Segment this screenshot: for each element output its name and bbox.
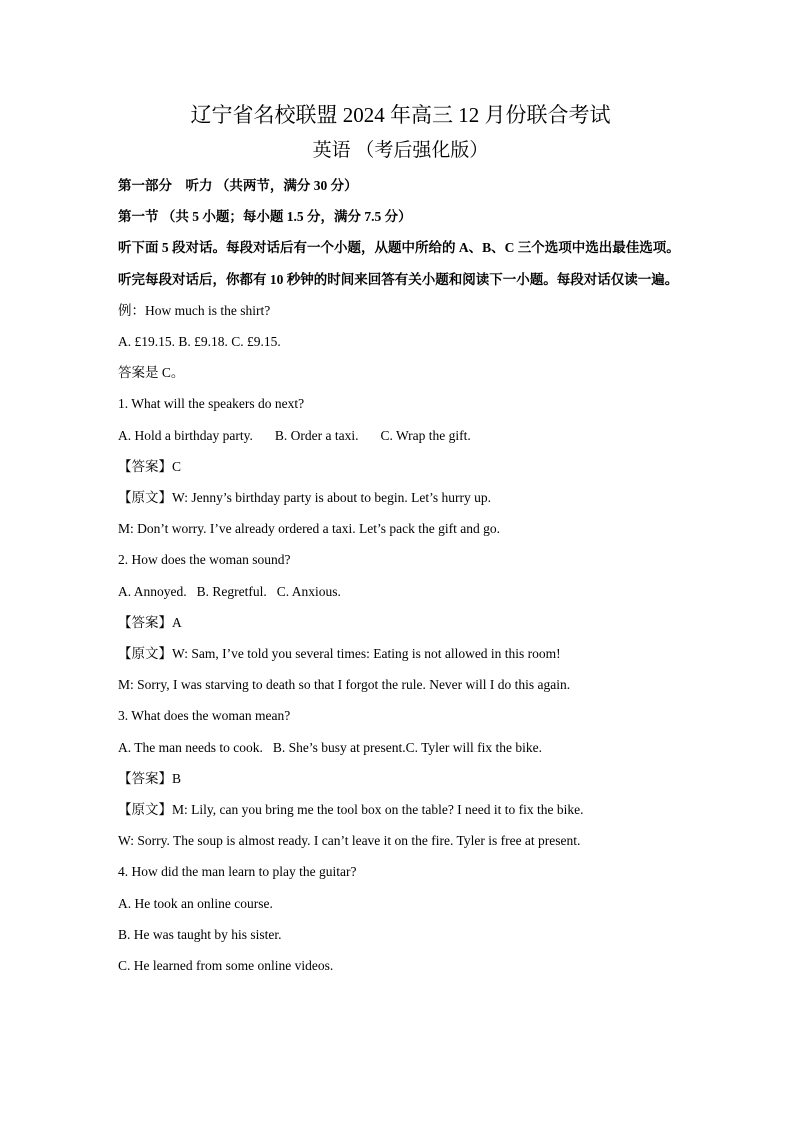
transcript-line: M: Sorry, I was starving to death so that I forgot the rule. Never will I do this again. bbox=[118, 677, 571, 693]
transcript-line: M: Don’t worry. I’ve already ordered a taxi. Let’s pack the gift and go. bbox=[118, 521, 500, 537]
question-text: 1. What will the speakers do next? bbox=[118, 396, 305, 412]
option-a: A. Hold a birthday party. bbox=[118, 427, 253, 443]
question-text: 4. How did the man learn to play the guitar? bbox=[118, 864, 357, 880]
answer-label: 【答案】A bbox=[118, 614, 182, 630]
section-instructions: 听下面 5 段对话。每段对话后有一个小题，从题中所给的 A、B、C 三个选项中选出最佳选项。听完每段对话后，你都有 10 秒钟的时间来回答有关小题和阅读下一小题。每段对话仅读一遍。 bbox=[118, 240, 680, 287]
question-options bbox=[118, 420, 683, 451]
transcript-line: 【原文】M: Lily, can you bring me the tool box on the table? I need it to fix the bike. bbox=[118, 802, 584, 818]
transcript-line: 【原文】W: Jenny’s birthday party is about to begin. Let’s hurry up. bbox=[118, 490, 491, 506]
option-c: C. He learned from some online videos. bbox=[118, 958, 334, 974]
exam-title: 辽宁省名校联盟 2024 年高三 12 月份联合考试 bbox=[190, 103, 611, 127]
example-question: 例：How much is the shirt? bbox=[118, 302, 271, 318]
option-c: C. Anxious. bbox=[276, 583, 341, 599]
option-a: A. He took an online course. bbox=[118, 895, 273, 911]
example-options: A. £19.15. B. £9.18. C. £9.15. bbox=[118, 334, 281, 350]
answer-label: 【答案】B bbox=[118, 770, 182, 786]
option-b: B. Order a taxi. bbox=[274, 427, 359, 443]
option-a: A. The man needs to cook. bbox=[118, 739, 263, 755]
option-b: B. Regretful. bbox=[196, 583, 267, 599]
example-answer: 答案是 C。 bbox=[118, 365, 185, 381]
exam-subtitle: 英语 （考后强化版） bbox=[312, 140, 489, 161]
exam-page bbox=[118, 100, 683, 981]
transcript-line: 【原文】W: Sam, I’ve told you several times: Eating is not allowed in this room! bbox=[118, 646, 561, 662]
transcript-line: W: Sorry. The soup is almost ready. I can’t leave it on the fire. Tyler is free at present. bbox=[118, 833, 581, 849]
question-text: 3. What does the woman mean? bbox=[118, 708, 291, 724]
part-heading: 第一部分 听力 （共两节，满分 30 分） bbox=[118, 178, 358, 193]
option-b: B. He was taught by his sister. bbox=[118, 926, 282, 942]
option-c: C. Wrap the gift. bbox=[380, 427, 471, 443]
section-heading: 第一节 （共 5 小题；每小题 1.5 分，满分 7.5 分） bbox=[118, 209, 412, 225]
question-options bbox=[118, 732, 683, 763]
option-a: A. Annoyed. bbox=[118, 583, 187, 599]
option-bc: B. She’s busy at present.C. Tyler will fix the bike. bbox=[272, 739, 542, 755]
answer-label: 【答案】C bbox=[118, 458, 182, 474]
question-options bbox=[118, 576, 683, 607]
question-text: 2. How does the woman sound? bbox=[118, 552, 291, 568]
